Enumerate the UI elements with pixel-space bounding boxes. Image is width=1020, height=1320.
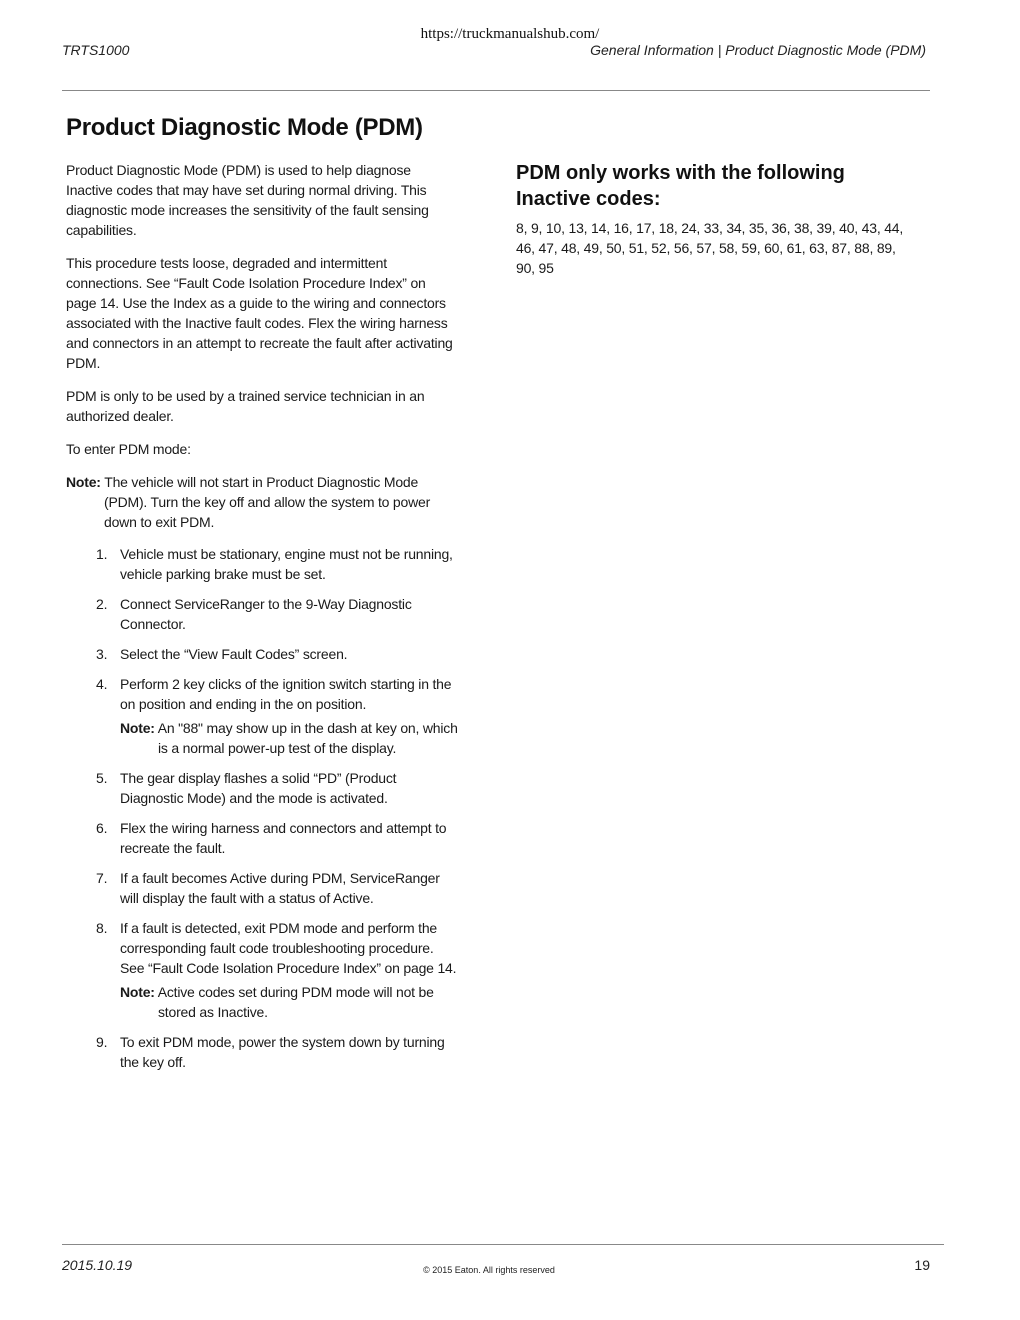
codes-column (516, 160, 916, 278)
step-text: Vehicle must be stationary, engine must not be running, vehicle parking brake must be set. (120, 546, 453, 582)
list-item (66, 674, 458, 758)
step-text: To exit PDM mode, power the system down by turning the key off. (120, 1034, 445, 1070)
footer-date: 2015.10.19 (62, 1257, 133, 1273)
step-text: Select the “View Fault Codes” screen. (120, 646, 348, 662)
step-number: 7. (96, 870, 108, 886)
note-label: Note: (66, 474, 101, 490)
list-item (66, 768, 458, 808)
step-number: 5. (96, 770, 108, 786)
technician-paragraph: PDM is only to be used by a trained service technician in an authorized dealer. (66, 388, 425, 424)
step-note (120, 982, 458, 1022)
header-divider (62, 90, 930, 91)
step-number: 8. (96, 920, 108, 936)
step-number: 2. (96, 596, 108, 612)
step-text: Flex the wiring harness and connectors and attempt to recreate the fault. (120, 820, 447, 856)
step-number: 4. (96, 676, 108, 692)
codes-heading: PDM only works with the following Inactive codes: (516, 162, 845, 210)
intro-paragraph: Product Diagnostic Mode (PDM) is used to help diagnose Inactive codes that may have set during normal driving. This diagnostic mode increases the sensitivity of the fault sensing capabilities. (66, 162, 429, 238)
section-breadcrumb: General Information | Product Diagnostic Mode (PDM) (590, 42, 926, 58)
page-number: 19 (914, 1257, 930, 1273)
document-id: TRTS1000 (62, 42, 130, 58)
procedure-paragraph: This procedure tests loose, degraded and intermittent connections. See “Fault Code Isolation Procedure Index” on page 14. Use the Index as a guide to the wiring and connectors associated with the Inactive fault codes. Flex the wiring harness and connectors in an attempt to recreate the fault after activating PDM. (66, 255, 453, 371)
note-label: Note: (120, 984, 155, 1000)
list-item (66, 544, 458, 584)
list-item (66, 1032, 458, 1072)
step-text: If a fault becomes Active during PDM, ServiceRanger will display the fault with a status of Active. (120, 870, 440, 906)
list-item (66, 918, 458, 1022)
step-number: 6. (96, 820, 108, 836)
step-note (120, 718, 458, 758)
step-number: 3. (96, 646, 108, 662)
main-column (66, 160, 458, 1082)
list-item (66, 868, 458, 908)
footer-copyright: © 2015 Eaton. All rights reserved (423, 1265, 555, 1275)
step-text: Connect ServiceRanger to the 9-Way Diagnostic Connector. (120, 596, 412, 632)
step-text: Perform 2 key clicks of the ignition switch starting in the on position and ending in the on position. (120, 676, 452, 712)
enter-mode-paragraph: To enter PDM mode: (66, 441, 191, 457)
step-text: The gear display flashes a solid “PD” (Product Diagnostic Mode) and the mode is activated. (120, 770, 397, 806)
list-item (66, 594, 458, 634)
footer-divider (62, 1244, 944, 1245)
list-item (66, 644, 458, 664)
list-item (66, 818, 458, 858)
steps-list (66, 544, 458, 1072)
note-text: An "88" may show up in the dash at key on, which is a normal power-up test of the display. (157, 720, 458, 756)
note-text: The vehicle will not start in Product Diagnostic Mode (PDM). Turn the key off and allow the system to power down to exit PDM. (104, 474, 431, 530)
note-text: Active codes set during PDM mode will not be stored as Inactive. (157, 984, 434, 1020)
note-label: Note: (120, 720, 155, 736)
step-number: 1. (96, 546, 108, 562)
source-url: https://truckmanualshub.com/ (420, 26, 600, 42)
note-block (66, 472, 458, 532)
step-number: 9. (96, 1034, 108, 1050)
page-title: Product Diagnostic Mode (PDM) (66, 114, 423, 141)
inactive-codes-list: 8, 9, 10, 13, 14, 16, 17, 18, 24, 33, 34, 35, 36, 38, 39, 40, 43, 44, 46, 47, 48, 49, 50, 51, 52, 56, 57, 58, 59, 60, 61, 63, 87, 88, 89, 90, 95 (516, 220, 904, 276)
step-text: If a fault is detected, exit PDM mode and perform the corresponding fault code troubleshooting procedure. See “Fault Code Isolation Procedure Index” on page 14. (120, 920, 457, 976)
